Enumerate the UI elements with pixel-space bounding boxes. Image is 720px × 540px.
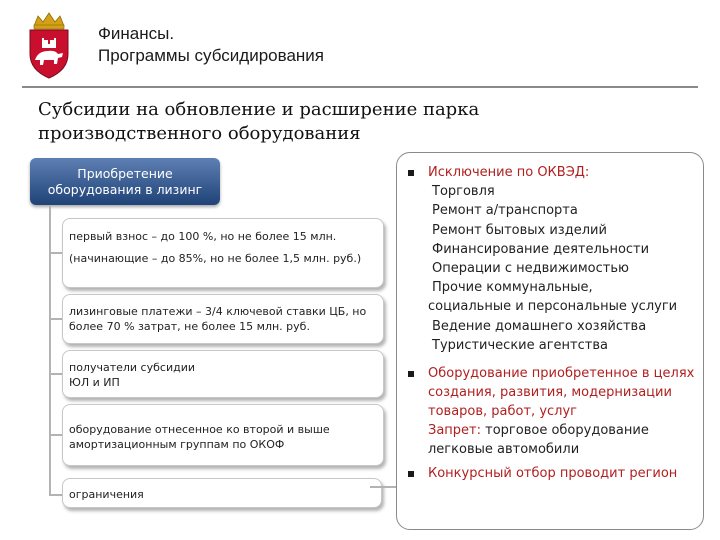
ban-label: Запрет: [428,423,482,438]
header-line-2: Программы субсидирования [98,46,324,65]
competitive-selection-text: Конкурсный отбор проводит регион [428,466,678,481]
ban-text: торговое оборудование [481,423,649,438]
condition-box-depreciation-groups [62,404,384,466]
exclusion-item: Ведение домашнего хозяйства [432,319,647,334]
exclusion-item: социальные и персональные услуги [428,299,678,314]
condition-text: оборудование отнесенное ко второй и выше амортизационным группам по ОКОФ [69,423,330,451]
equipment-purpose-line: создания, развития, модернизации [428,385,672,400]
exclusion-item: Ремонт а/транспорта [432,203,578,218]
exclusion-item: Торговля [432,184,495,199]
ban-line-2: легковые автомобили [428,442,580,457]
exclusion-item: Операции с недвижимостью [432,261,629,276]
bullet-icon [408,371,414,377]
condition-text: получатели субсидии [69,361,195,374]
equipment-purpose-line: товаров, работ, услуг [428,404,577,419]
page-title-line-1: Субсидии на обновление и расширение парка [38,99,480,120]
exclusion-item: Прочие коммунальные, [432,280,593,295]
lease-box-line-1: Приобретение [77,165,173,181]
okved-exclusion-heading: Исключение по ОКВЭД: [428,165,590,180]
lease-box-line-2: оборудования в лизинг [47,181,203,197]
perm-krai-emblem-icon [22,10,76,80]
exclusion-item: Туристические агентства [432,338,608,353]
condition-box-restrictions [62,478,382,508]
equipment-purpose-line: Оборудование приобретенное в целях [428,366,695,381]
header-divider [22,86,698,88]
condition-text: лизинговые платежи – 3/4 ключевой ставки ЦБ, но более 70 % затрат, не более 15 млн. руб. [69,305,367,333]
condition-box-first-payment [62,218,384,288]
page-title-line-2: производственного оборудования [38,123,361,144]
ban-line [428,421,649,440]
exclusion-item: Финансирование деятельности [432,242,650,257]
condition-text: (начинающие – до 85%, но не более 1,5 млн. руб.) [69,252,362,265]
condition-box-lease-payments [62,294,384,344]
lease-acquisition-box [30,158,220,205]
header-line-1: Финансы. [98,24,175,43]
condition-text: первый взнос – до 100 %, но не более 15 млн. [69,230,337,243]
bullet-icon [408,170,414,176]
tree-connector-line [49,205,51,496]
restrictions-connector [370,486,396,488]
condition-text: ограничения [69,488,144,501]
bullet-icon [408,471,414,477]
condition-text: ЮЛ и ИП [69,376,120,389]
exclusion-item: Ремонт бытовых изделий [432,223,607,238]
condition-box-recipients [62,350,384,398]
